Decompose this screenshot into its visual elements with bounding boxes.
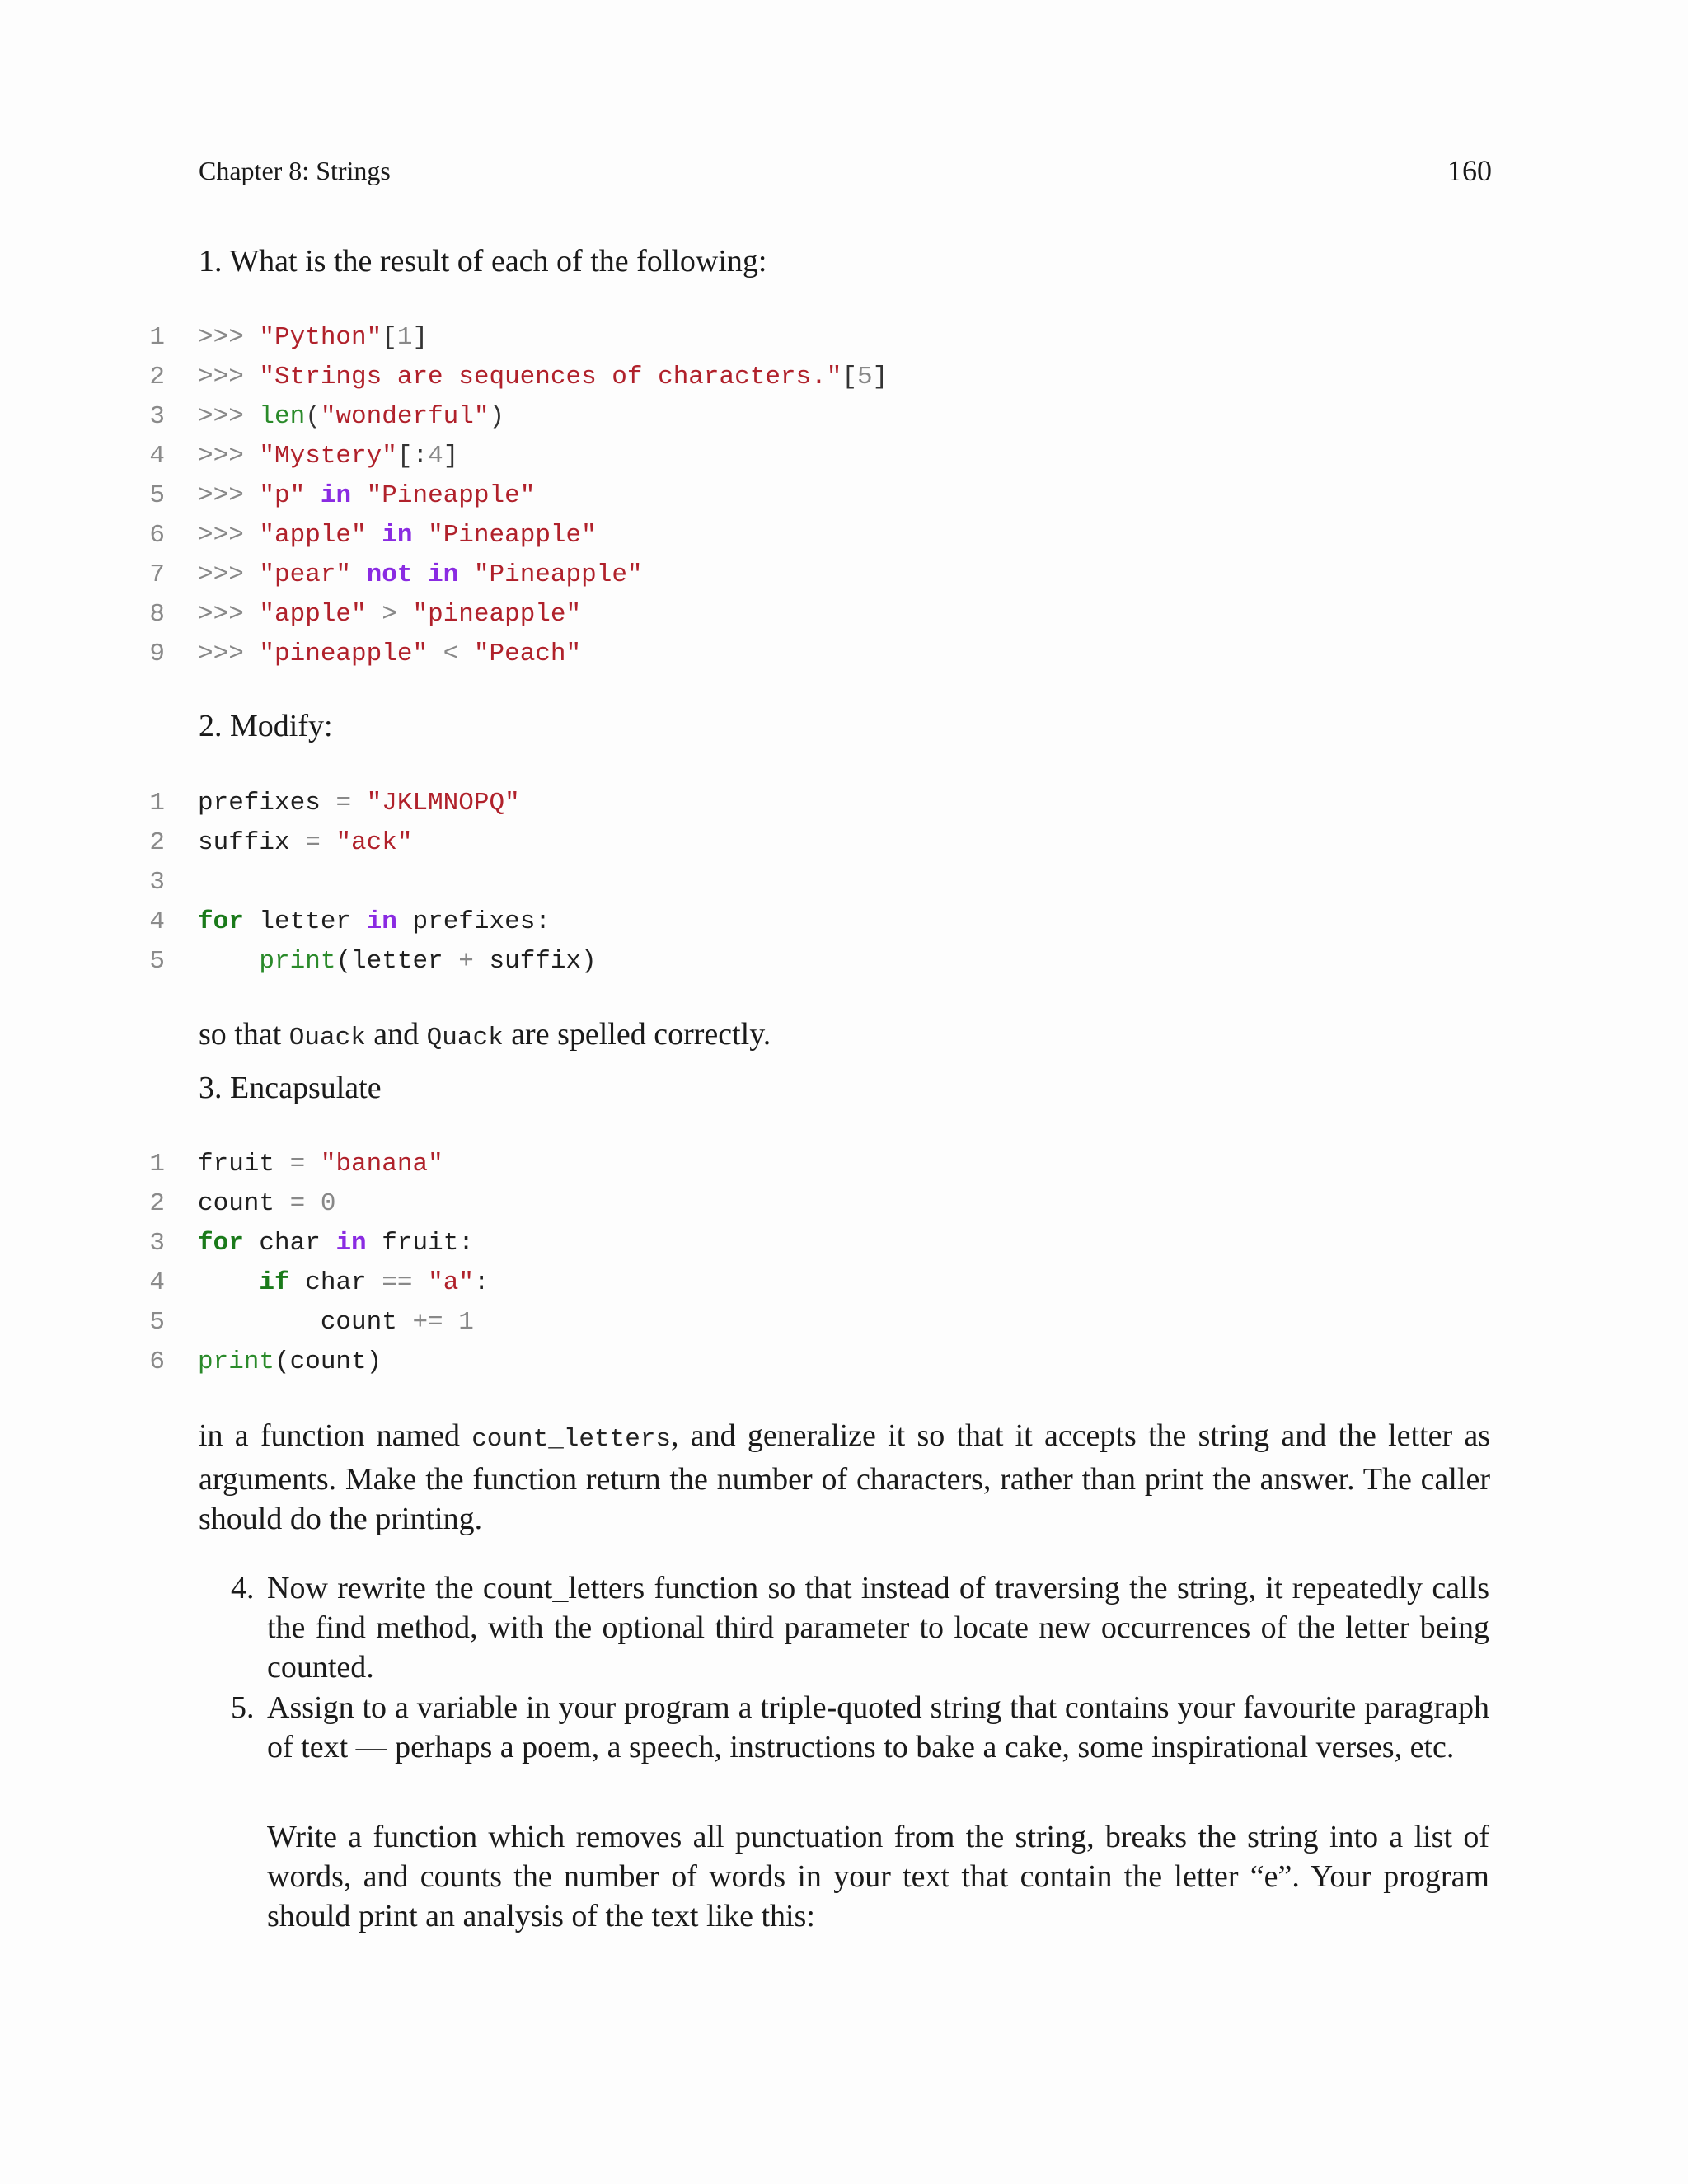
- keyword: in: [335, 1229, 367, 1258]
- prompt: >>>: [198, 402, 244, 431]
- number: 1: [458, 1308, 474, 1337]
- prompt: >>>: [198, 560, 244, 589]
- string-literal: "apple": [259, 521, 367, 550]
- string-literal: "p": [259, 481, 306, 510]
- string-literal: "JKLMNOPQ": [366, 789, 520, 818]
- line-number: 4: [149, 1268, 165, 1297]
- exercise-2-title: 2. Modify:: [199, 709, 333, 743]
- string-literal: "Mystery": [259, 442, 397, 471]
- inline-code: Ouack: [288, 1024, 366, 1052]
- string-literal: "Strings are sequences of characters.": [259, 363, 842, 391]
- number: 0: [320, 1189, 336, 1218]
- keyword: for: [198, 907, 244, 936]
- builtin-function: print: [259, 947, 336, 976]
- line-number: 6: [149, 521, 165, 550]
- text: and: [365, 1017, 427, 1052]
- list-item-text: Now rewrite the count_letters function so that instead of traversing the string, it repeatedly calls the find method, with the optional third parameter to locate new occurrences of the letter being counted.: [267, 1571, 1489, 1685]
- operator: =: [289, 1150, 306, 1179]
- text: so that: [199, 1017, 289, 1052]
- line-number: 7: [149, 560, 165, 589]
- operator: +: [458, 947, 474, 976]
- line-number: 3: [149, 1229, 165, 1258]
- punct: (: [305, 402, 321, 431]
- identifier: suffix): [489, 947, 597, 976]
- keyword: in: [366, 907, 397, 936]
- identifier: prefixes: [198, 789, 321, 818]
- punct: ]: [412, 323, 429, 352]
- operator: +=: [412, 1308, 443, 1337]
- builtin-function: print: [198, 1347, 275, 1376]
- identifier: char: [305, 1268, 367, 1297]
- text: in a function named: [199, 1418, 472, 1453]
- line-number: 5: [149, 1308, 165, 1337]
- identifier: count: [198, 1189, 275, 1218]
- punct: ): [489, 402, 505, 431]
- punct: [: [382, 323, 397, 352]
- line-number: 4: [149, 442, 165, 471]
- string-literal: "ack": [335, 828, 413, 857]
- string-literal: "banana": [320, 1150, 443, 1179]
- line-number: 5: [149, 481, 165, 510]
- exercise-1-title: 1. What is the result of each of the following:: [199, 244, 767, 279]
- identifier: char: [259, 1229, 321, 1258]
- punct: ]: [443, 442, 459, 471]
- prompt: >>>: [198, 640, 244, 668]
- list-number: 4.: [231, 1571, 255, 1605]
- string-literal: "pineapple": [259, 640, 429, 668]
- line-number: 1: [149, 323, 165, 352]
- text: , and generalize it so that it accepts the string and the letter as arguments. Make the function return the number of characters, rather than print the answer. The caller should do the printing.: [199, 1418, 1490, 1536]
- line-number: 8: [149, 600, 165, 629]
- prompt: >>>: [198, 600, 244, 629]
- punct: :: [473, 1268, 490, 1297]
- line-number: 1: [149, 1150, 165, 1179]
- prompt: >>>: [198, 481, 244, 510]
- string-literal: "pineapple": [412, 600, 582, 629]
- string-literal: "Python": [259, 323, 382, 352]
- prompt: >>>: [198, 442, 244, 471]
- operator: =: [335, 789, 352, 818]
- identifier: suffix: [198, 828, 290, 857]
- string-literal: "apple": [259, 600, 367, 629]
- line-number: 2: [149, 363, 165, 391]
- keyword: in: [320, 481, 352, 510]
- identifier: fruit:: [382, 1229, 474, 1258]
- running-header-chapter: Chapter 8: Strings: [199, 156, 391, 185]
- punct: ]: [872, 363, 889, 391]
- prompt: >>>: [198, 363, 244, 391]
- number: 5: [856, 363, 873, 391]
- line-number: 3: [149, 402, 165, 431]
- identifier: (count): [274, 1347, 382, 1376]
- line-number: 9: [149, 640, 165, 668]
- line-number: 2: [149, 1189, 165, 1218]
- line-number: 1: [149, 789, 165, 818]
- operator: <: [443, 640, 459, 668]
- page-number: 160: [1447, 154, 1492, 187]
- string-literal: "a": [428, 1268, 474, 1297]
- keyword: if: [259, 1268, 290, 1297]
- identifier: fruit: [198, 1150, 275, 1179]
- string-literal: "Pineapple": [473, 560, 643, 589]
- number: 4: [428, 442, 443, 471]
- exercise-3-description: [199, 1416, 1490, 1539]
- string-literal: "Pineapple": [428, 521, 597, 550]
- exercise-3-title: 3. Encapsulate: [199, 1071, 382, 1105]
- punct: [: [842, 363, 857, 391]
- exercise-2-note: [199, 1015, 771, 1058]
- inline-code: Quack: [426, 1024, 504, 1052]
- operator: >: [382, 600, 397, 629]
- text: are spelled correctly.: [503, 1017, 771, 1052]
- line-number: 6: [149, 1347, 165, 1376]
- number: 1: [396, 323, 413, 352]
- list-item-paragraph: Write a function which removes all punctuation from the string, breaks the string into a list of words, and counts the number of words in your text that contain the letter “e”. Your program should print an analysis of the text like this:: [267, 1820, 1489, 1933]
- identifier: (letter: [335, 947, 443, 976]
- string-literal: "Pineapple": [366, 481, 536, 510]
- identifier: prefixes:: [412, 907, 551, 936]
- line-number: 4: [149, 907, 165, 936]
- list-number: 5.: [231, 1690, 255, 1725]
- operator: ==: [382, 1268, 413, 1297]
- punct: [:: [396, 442, 429, 471]
- prompt: >>>: [198, 323, 244, 352]
- operator: =: [289, 1189, 306, 1218]
- inline-code: count_letters: [471, 1425, 672, 1454]
- list-item-text: Assign to a variable in your program a triple-quoted string that contains your favourite paragraph of text — perhaps a poem, a speech, instructions to bake a cake, some inspirational verses, etc.: [267, 1690, 1489, 1765]
- builtin-function: len: [259, 402, 306, 431]
- operator: =: [305, 828, 321, 857]
- string-literal: "Peach": [473, 640, 582, 668]
- prompt: >>>: [198, 521, 244, 550]
- identifier: letter: [259, 907, 352, 936]
- string-literal: "wonderful": [320, 402, 490, 431]
- string-literal: "pear": [259, 560, 352, 589]
- identifier: count: [320, 1308, 397, 1337]
- line-number: 3: [149, 868, 165, 897]
- keyword: not in: [366, 560, 459, 589]
- keyword: in: [382, 521, 413, 550]
- line-number: 2: [149, 828, 165, 857]
- keyword: for: [198, 1229, 244, 1258]
- line-number: 5: [149, 947, 165, 976]
